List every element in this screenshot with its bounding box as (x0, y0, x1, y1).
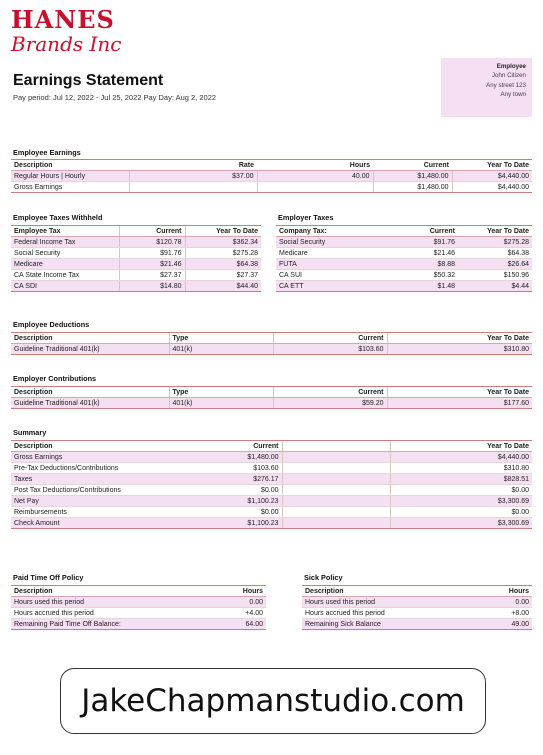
cell: $1,100.23 (169, 518, 282, 529)
deductions-section-title: Employee Deductions (13, 320, 90, 329)
col-header: Employee Tax (11, 226, 119, 237)
employee-name: John Citizen (491, 72, 526, 80)
cell (282, 474, 390, 485)
cell: Remaining Sick Balance (302, 619, 452, 630)
cell: $1,480.00 (373, 171, 452, 182)
cell: Hours used this period (302, 597, 452, 608)
contributions-section-title: Employer Contributions (13, 374, 97, 383)
table-row (276, 237, 532, 248)
col-header: Hours (191, 586, 266, 597)
cell: Regular Hours | Hourly (11, 171, 129, 182)
cell (282, 452, 390, 463)
cell: Hours used this period (11, 597, 191, 608)
table-header-row (276, 226, 532, 237)
sick-table (302, 585, 532, 630)
cell: 0.00 (191, 597, 266, 608)
cell: CA SDI (11, 281, 119, 292)
cell (129, 182, 257, 193)
cell (282, 507, 390, 518)
table-row (11, 597, 266, 608)
cell: $21.46 (386, 248, 458, 259)
cell: $120.78 (119, 237, 185, 248)
cell: Gross Earnings (11, 452, 169, 463)
col-header: Current (273, 387, 387, 398)
cell: Net Pay (11, 496, 169, 507)
table-row (11, 619, 266, 630)
table-row (276, 259, 532, 270)
col-header: Description (302, 586, 452, 597)
cell: $91.76 (119, 248, 185, 259)
summary-table (11, 440, 532, 529)
pay-period: Pay period: Jul 12, 2022 - Jul 25, 2022 Pay Day: Aug 2, 2022 (13, 93, 217, 102)
cell: Guideline Traditional 401(k) (11, 344, 169, 355)
cell: $275.28 (185, 248, 261, 259)
table-row (11, 398, 532, 409)
cell: Remaining Paid Time Off Balance: (11, 619, 191, 630)
cell: $103.60 (273, 344, 387, 355)
page-title: Earnings Statement (13, 72, 164, 89)
table-header-row (11, 333, 532, 344)
cell: Taxes (11, 474, 169, 485)
table-row (11, 518, 532, 529)
col-header (282, 441, 390, 452)
col-header: Current (373, 160, 452, 171)
col-header: Year To Date (458, 226, 532, 237)
table-header-row (11, 226, 261, 237)
cell: Hours accrued this period (11, 608, 191, 619)
col-header: Current (386, 226, 458, 237)
pto-table (11, 585, 266, 630)
table-row (11, 248, 261, 259)
col-header: Company Tax: (276, 226, 386, 237)
cell: 401(k) (169, 398, 273, 409)
company-logo (11, 5, 122, 56)
col-header: Current (273, 333, 387, 344)
cell: $276.17 (169, 474, 282, 485)
cell: $3,300.69 (390, 496, 532, 507)
earnings-section-title: Employee Earnings (13, 148, 81, 157)
cell: $50.32 (386, 270, 458, 281)
cell: $1,480.00 (373, 182, 452, 193)
cell: Guideline Traditional 401(k) (11, 398, 169, 409)
cell (282, 463, 390, 474)
cell: 40.00 (257, 171, 373, 182)
cell: Social Security (11, 248, 119, 259)
table-row (11, 171, 532, 182)
table-row (11, 237, 261, 248)
cell (282, 518, 390, 529)
col-header: Current (169, 441, 282, 452)
cell: $310.80 (390, 463, 532, 474)
contributions-table (11, 386, 532, 409)
table-header-row (11, 586, 266, 597)
col-header: Year To Date (387, 387, 532, 398)
cell: CA SUI (276, 270, 386, 281)
cell: Reimbursements (11, 507, 169, 518)
pto-section-title: Paid Time Off Policy (13, 573, 84, 582)
cell: $37.00 (129, 171, 257, 182)
col-header: Description (11, 387, 169, 398)
cell: CA State Income Tax (11, 270, 119, 281)
cell: $177.60 (387, 398, 532, 409)
logo-line-2: Brands Inc (11, 32, 122, 56)
cell: $27.37 (185, 270, 261, 281)
col-header: Current (119, 226, 185, 237)
col-header: Type (169, 387, 273, 398)
cell (257, 182, 373, 193)
cell: $4,440.00 (452, 182, 532, 193)
table-row (11, 496, 532, 507)
cell: $3,300.69 (390, 518, 532, 529)
col-header: Year To Date (387, 333, 532, 344)
cell: Medicare (276, 248, 386, 259)
cell: Medicare (11, 259, 119, 270)
table-row (11, 474, 532, 485)
cell: $4,440.00 (452, 171, 532, 182)
cell: Pre-Tax Deductions/Contributions (11, 463, 169, 474)
cell: Check Amount (11, 518, 169, 529)
table-row (11, 507, 532, 518)
cell: $150.96 (458, 270, 532, 281)
cell: Social Security (276, 237, 386, 248)
col-header: Description (11, 586, 191, 597)
table-row (276, 281, 532, 292)
cell: $14.80 (119, 281, 185, 292)
employer-taxes-section-title: Employer Taxes (278, 213, 334, 222)
table-row (276, 248, 532, 259)
cell: $27.37 (119, 270, 185, 281)
cell: $1.48 (386, 281, 458, 292)
cell: CA ETT (276, 281, 386, 292)
cell: 64.00 (191, 619, 266, 630)
cell: Gross Earnings (11, 182, 129, 193)
cell: +4.00 (191, 608, 266, 619)
cell: $1,100.23 (169, 496, 282, 507)
col-header: Year To Date (452, 160, 532, 171)
col-header: Description (11, 333, 169, 344)
employee-taxes-section-title: Employee Taxes Withheld (13, 213, 103, 222)
table-row (11, 463, 532, 474)
cell: $828.51 (390, 474, 532, 485)
cell: $275.28 (458, 237, 532, 248)
cell: $0.00 (169, 485, 282, 496)
cell: 0.00 (452, 597, 532, 608)
table-row (302, 619, 532, 630)
col-header: Hours (452, 586, 532, 597)
cell (282, 496, 390, 507)
cell: Federal Income Tax (11, 237, 119, 248)
cell: $0.00 (390, 485, 532, 496)
employee-heading: Employee (496, 63, 526, 70)
col-header: Rate (129, 160, 257, 171)
watermark-banner: JakeChapmanstudio.com (60, 668, 486, 734)
col-header: Year To Date (185, 226, 261, 237)
employer-taxes-table (276, 225, 532, 292)
cell: $26.64 (458, 259, 532, 270)
cell: $64.38 (185, 259, 261, 270)
table-row (302, 608, 532, 619)
table-header-row (11, 160, 532, 171)
cell: FUTA (276, 259, 386, 270)
employee-info-box (441, 58, 532, 117)
earnings-table (11, 159, 532, 193)
table-header-row (11, 441, 532, 452)
cell: $0.00 (390, 507, 532, 518)
table-row (11, 485, 532, 496)
table-row (11, 452, 532, 463)
table-row (11, 344, 532, 355)
cell: $310.80 (387, 344, 532, 355)
summary-section-title: Summary (13, 428, 47, 437)
cell: $59.20 (273, 398, 387, 409)
cell: 401(k) (169, 344, 273, 355)
cell: $0.00 (169, 507, 282, 518)
cell: $4,440.00 (390, 452, 532, 463)
col-header: Hours (257, 160, 373, 171)
cell: $103.60 (169, 463, 282, 474)
cell: $91.76 (386, 237, 458, 248)
sick-section-title: Sick Policy (304, 573, 343, 582)
col-header: Type (169, 333, 273, 344)
table-row (11, 608, 266, 619)
cell: $362.34 (185, 237, 261, 248)
table-row (11, 270, 261, 281)
table-row (11, 259, 261, 270)
cell: Post Tax Deductions/Contributions (11, 485, 169, 496)
table-row (302, 597, 532, 608)
col-header: Description (11, 441, 169, 452)
table-header-row (302, 586, 532, 597)
cell: Hours accrued this period (302, 608, 452, 619)
cell: $21.46 (119, 259, 185, 270)
logo-line-1: HANES (11, 5, 115, 34)
col-header: Description (11, 160, 129, 171)
employee-town: Any town (500, 91, 526, 99)
cell: $4.44 (458, 281, 532, 292)
cell: $8.88 (386, 259, 458, 270)
table-row (276, 270, 532, 281)
table-header-row (11, 387, 532, 398)
table-row (11, 281, 261, 292)
cell: $64.38 (458, 248, 532, 259)
cell: +8.00 (452, 608, 532, 619)
cell: $44.40 (185, 281, 261, 292)
cell: 49.00 (452, 619, 532, 630)
cell (282, 485, 390, 496)
employee-street: Any street 123 (486, 81, 526, 89)
employee-taxes-table (11, 225, 261, 292)
deductions-table (11, 332, 532, 355)
table-row (11, 182, 532, 193)
col-header: Year To Date (390, 441, 532, 452)
cell: $1,480.00 (169, 452, 282, 463)
